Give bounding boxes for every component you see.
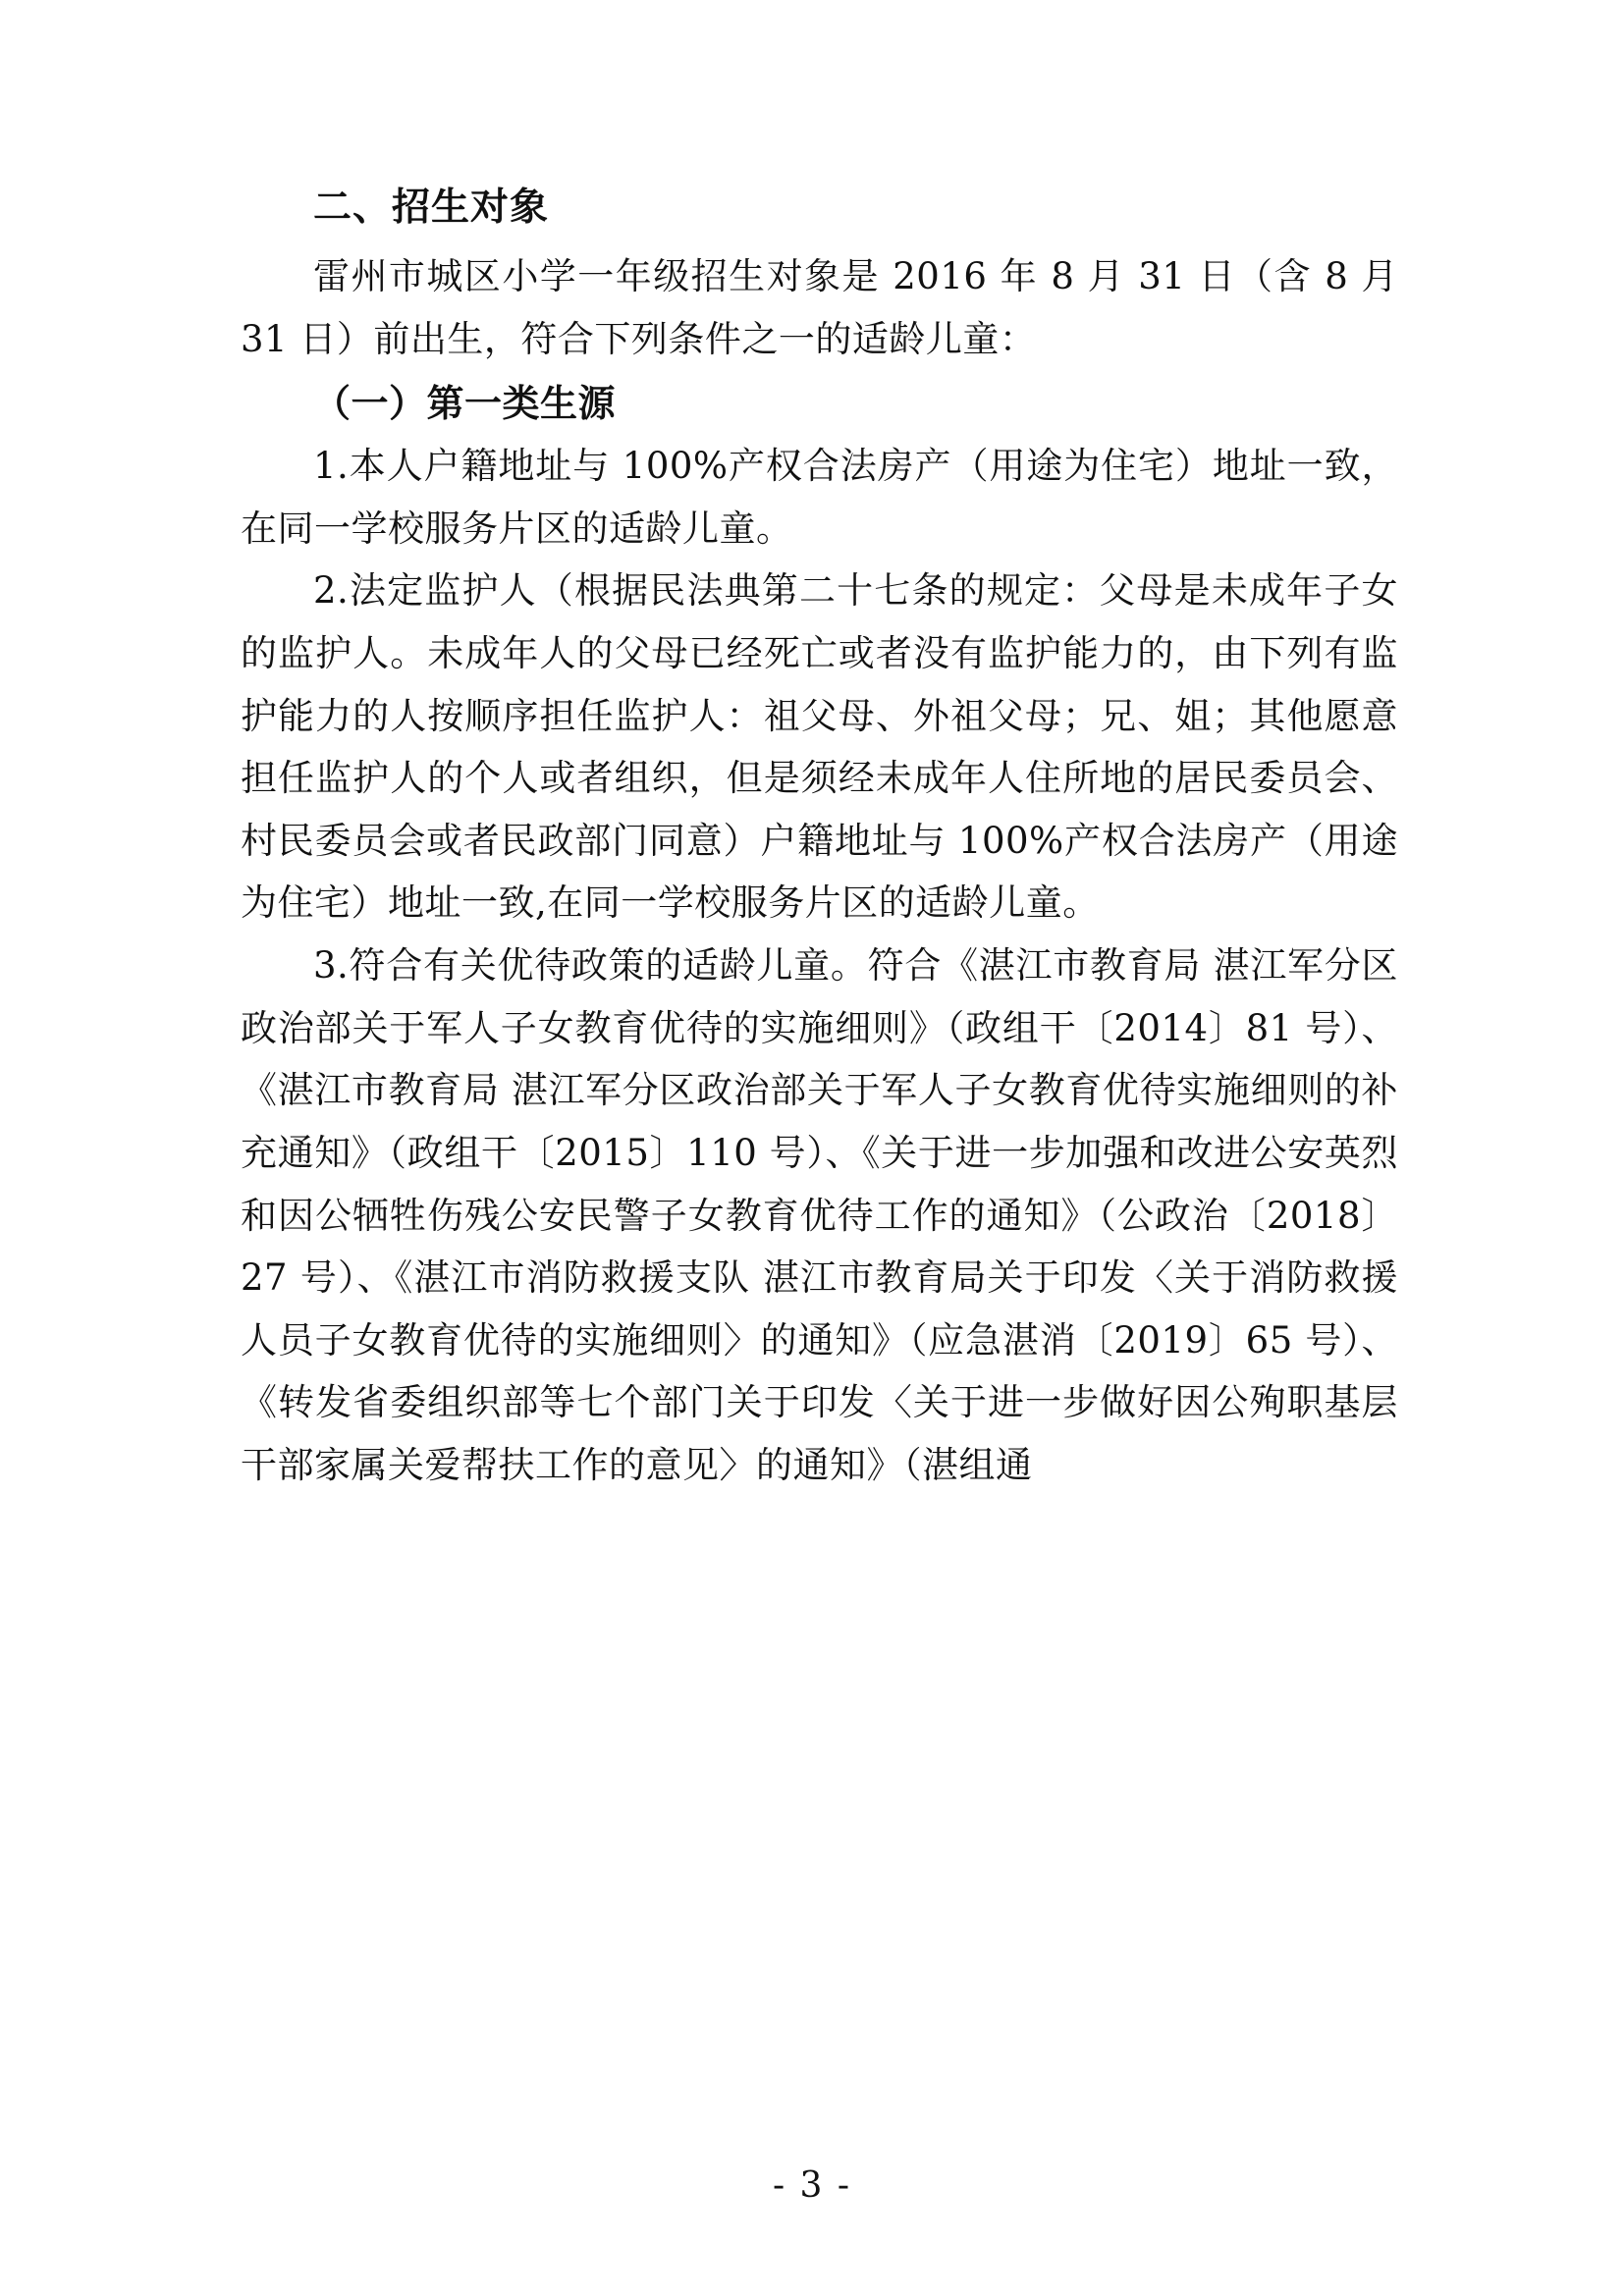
document-body (241, 177, 1398, 1497)
subsection-heading: （一）第一类生源 (313, 380, 617, 425)
section-heading: 二、招生对象 (313, 185, 550, 230)
list-item: 1.本人户籍地址与 100%产权合法房产（用途为住宅）地址一致，在同一学校服务片区的适龄儿童。 (241, 445, 1398, 550)
page-number: - 3 - (772, 2165, 852, 2206)
list-item: 3.符合有关优待政策的适龄儿童。符合《湛江市教育局 湛江军分区政治部关于军人子女教育优待的实施细则》（政组干〔2014〕81 号）、《湛江市教育局 湛江军分区政治部关于军人子女教育优待实施细则的补充通知》（政组干〔2015〕110 号）、《关于进一步加强和改进公安英烈和因公牺牲伤残公安民警子女教育优待工作的通知》（公政治〔2018〕27 号）、《湛江市消防救援支队 湛江市教育局关于印发〈关于消防救援人员子女教育优待的实施细则〉的通知》（应急湛消〔2019〕65 号）、《转发省委组织部等七个部门关于印发〈关于进一步做好因公殉职基层干部家属关爱帮扶工作的意见〉的通知》（湛组通 (241, 944, 1398, 1486)
list-item: 2.法定监护人（根据民法典第二十七条的规定：父母是未成年子女的监护人。未成年人的父母已经死亡或者没有监护能力的，由下列有监护能力的人按顺序担任监护人：祖父母、外祖父母；兄、姐；其他愿意担任监护人的个人或者组织，但是须经未成年人住所地的居民委员会、村民委员会或者民政部门同意）户籍地址与 100%产权合法房产（用途为住宅）地址一致,在同一学校服务片区的适龄儿童。 (241, 569, 1398, 925)
intro-paragraph: 雷州市城区小学一年级招生对象是 2016 年 8 月 31 日（含 8 月 31 日）前出生，符合下列条件之一的适龄儿童： (241, 255, 1398, 361)
